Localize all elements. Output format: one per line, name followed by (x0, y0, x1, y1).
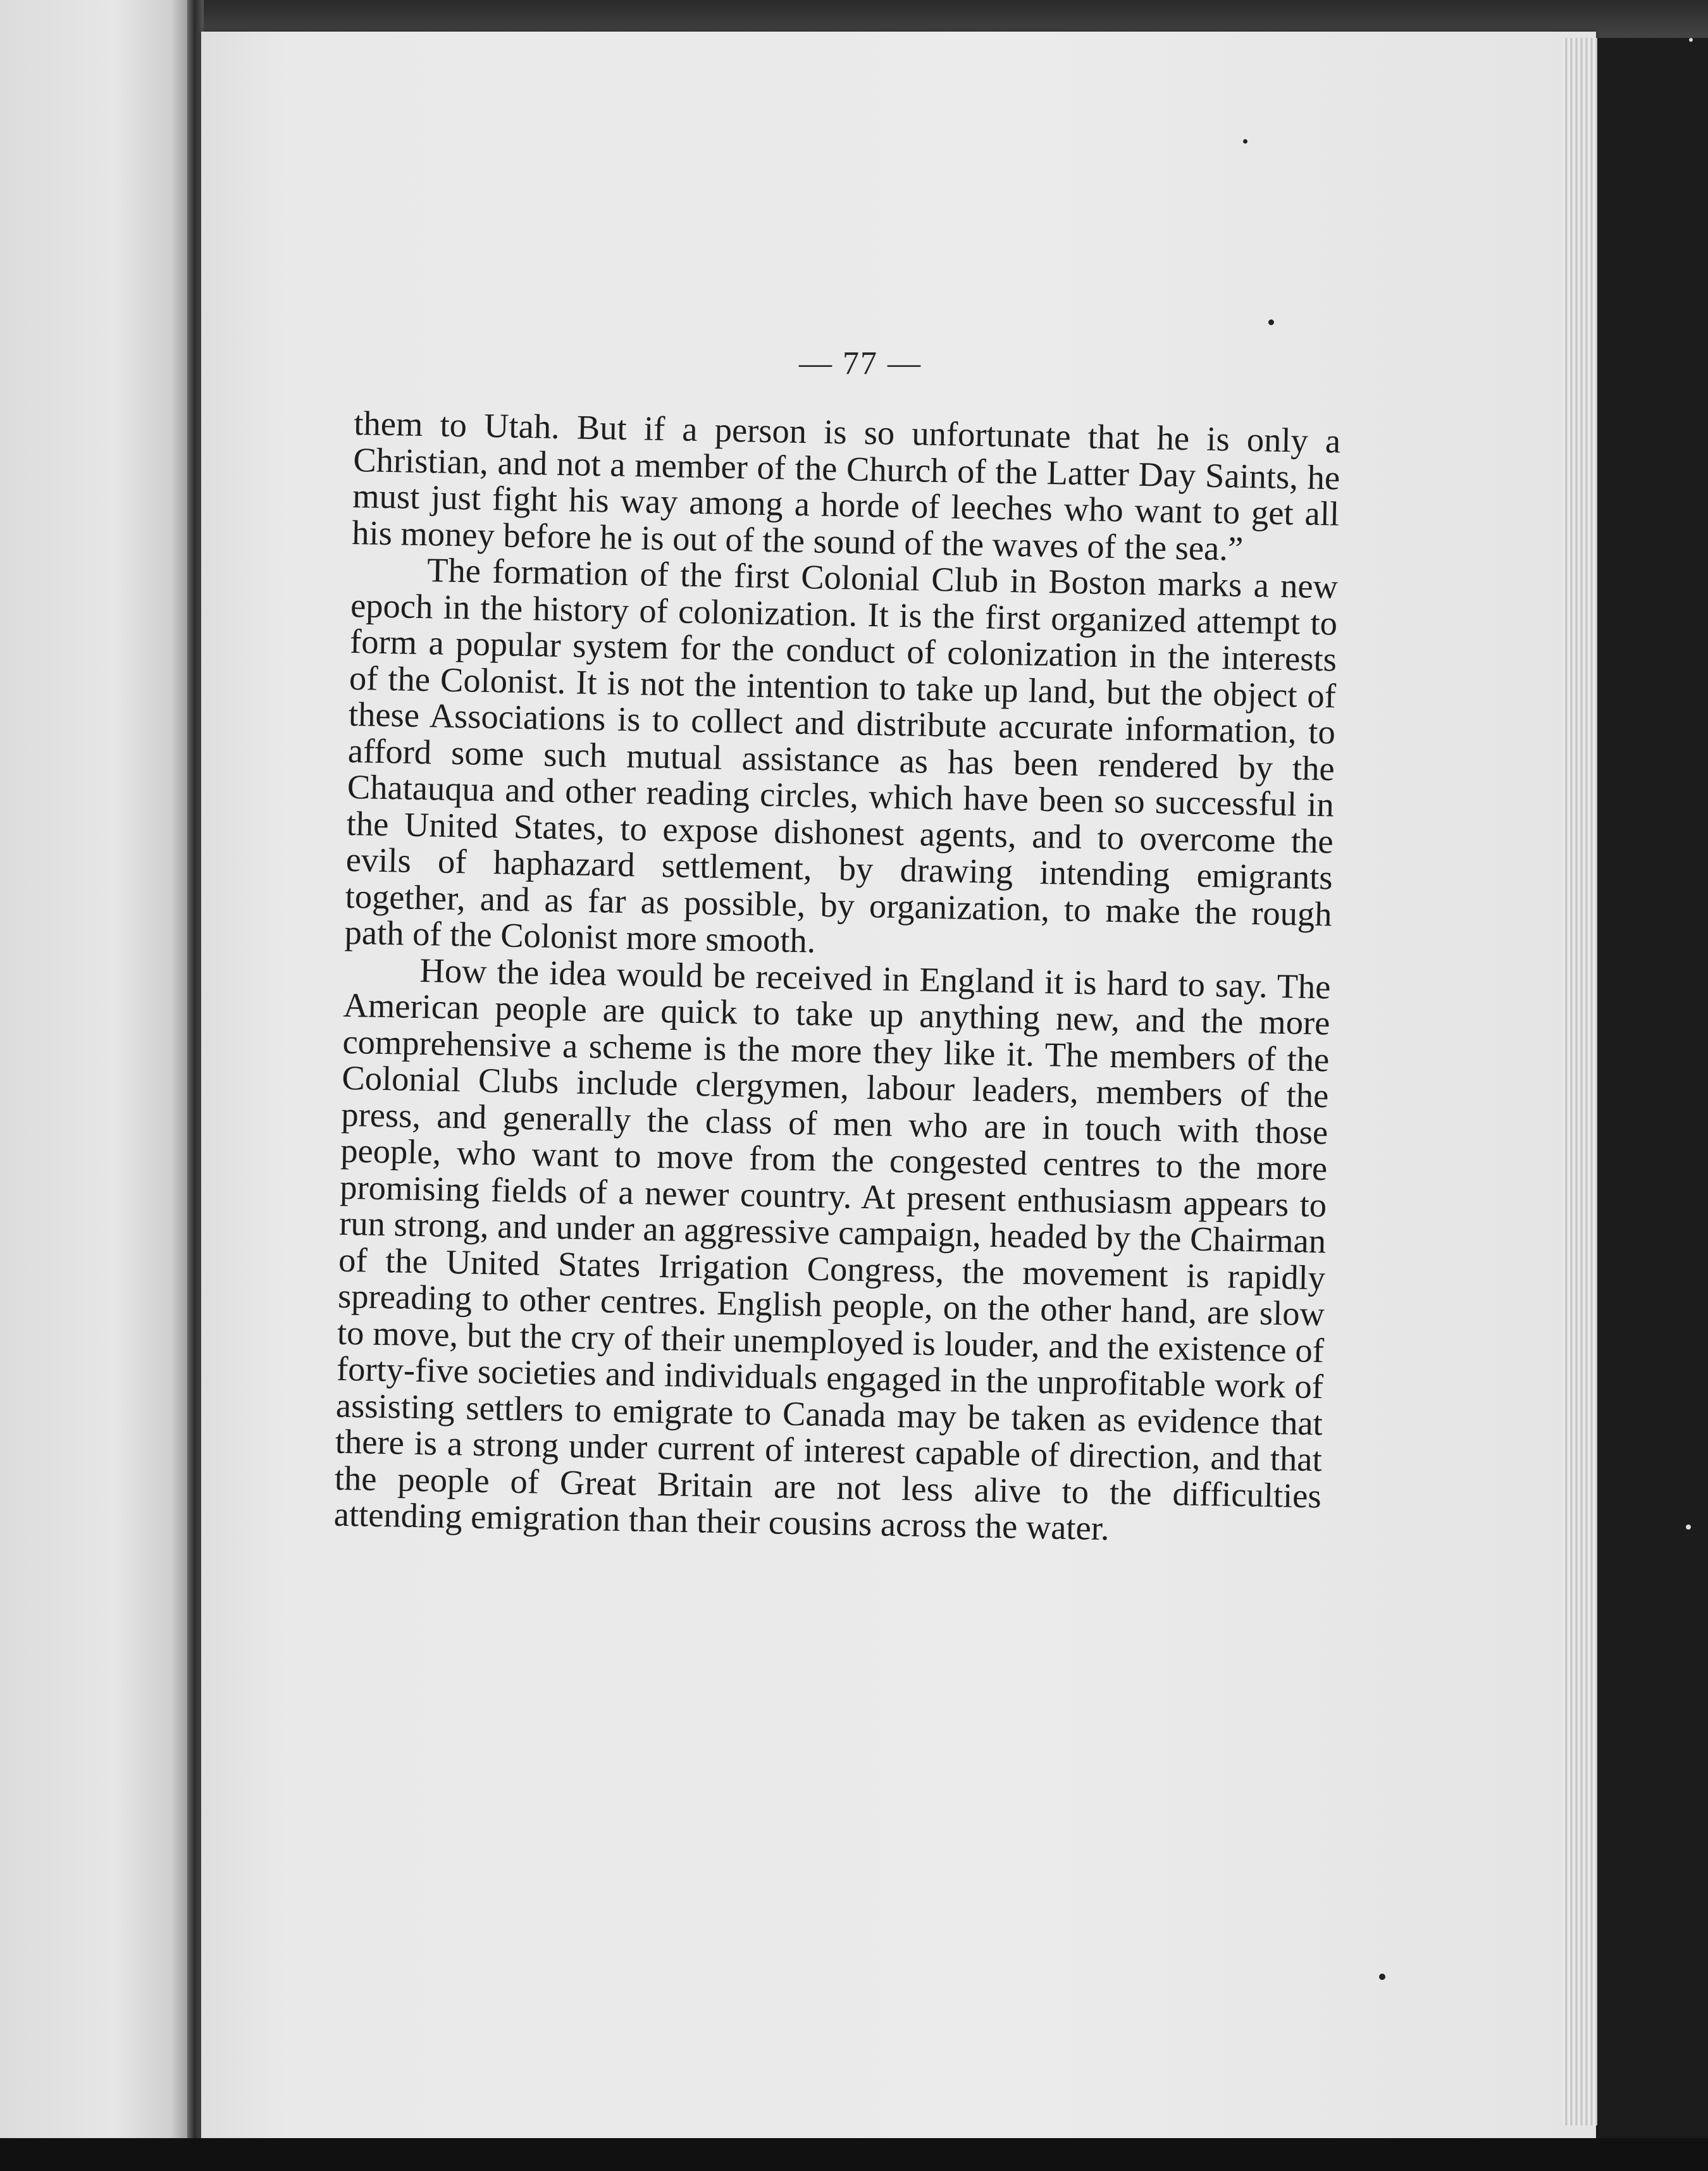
page-stack-edge (1563, 38, 1597, 2125)
dust-speck (1689, 38, 1693, 42)
dust-speck (1379, 1974, 1385, 1980)
paragraph-2: The formation of the first Colonial Club in Boston marks a new epoch in the history of colonization. It is the first organized attempt to form a popular system for the conduct of colonization in the interests of the Colonist. It is not the intention to take up land, but the object of these Associations is to collect and distribute accurate information, to afford some such mutual assistance as has been rendered by the Chatauqua and other reading circles, which have been so successful in the United States, to expose dishonest agents, and to overcome the evils of haphazard settlement, by drawing intending emigrants together, and as far as possible, by organization, to make the rough path of the Colonist more smooth. (344, 550, 1339, 960)
dust-speck (1268, 319, 1274, 325)
dust-speck (1686, 1525, 1691, 1530)
page-number: — 77 — (799, 345, 922, 381)
paragraph-3: How the idea would be received in England it is hard to say. The American people are quick to take up anything new, and the more comprehensive a scheme is the more they like it. The members of the Colonial Clubs include clergymen, labour leaders, members of the press, and generally the class of men who are in touch with those people, who want to move from the congested centres to the more promising fields of a newer country. At present enthusiasm appears to run strong, and under an aggressive campaign, headed by the Chairman of the United States Irrigation Congress, the movement is rapidly spreading to other centres. English people, on the other hand, are slow to move, but the cry of their unemployed is louder, and the existence of forty-five societies and individuals engaged in the unprofitable work of assisting settlers to emigrate to Canada may be taken as evidence that there is a strong under current of interest capable of direction, and that the people of Great Britain are not less alive to the difficulties attending emigration than their cousins across the water. (333, 950, 1331, 1548)
paragraph-1: them to Utah. But if a person is so unfortunate that he is only a Christian, and not a member of the Church of the Latter Day Saints, he must just fight his way among a horde of leeches who want to get all his money before he is out of the sound of the waves of the sea.” (351, 404, 1341, 568)
left-page-edge (0, 0, 190, 2171)
page-body (333, 405, 1340, 1550)
scan-bottom-border (0, 2138, 1708, 2171)
dust-speck (1243, 139, 1247, 144)
